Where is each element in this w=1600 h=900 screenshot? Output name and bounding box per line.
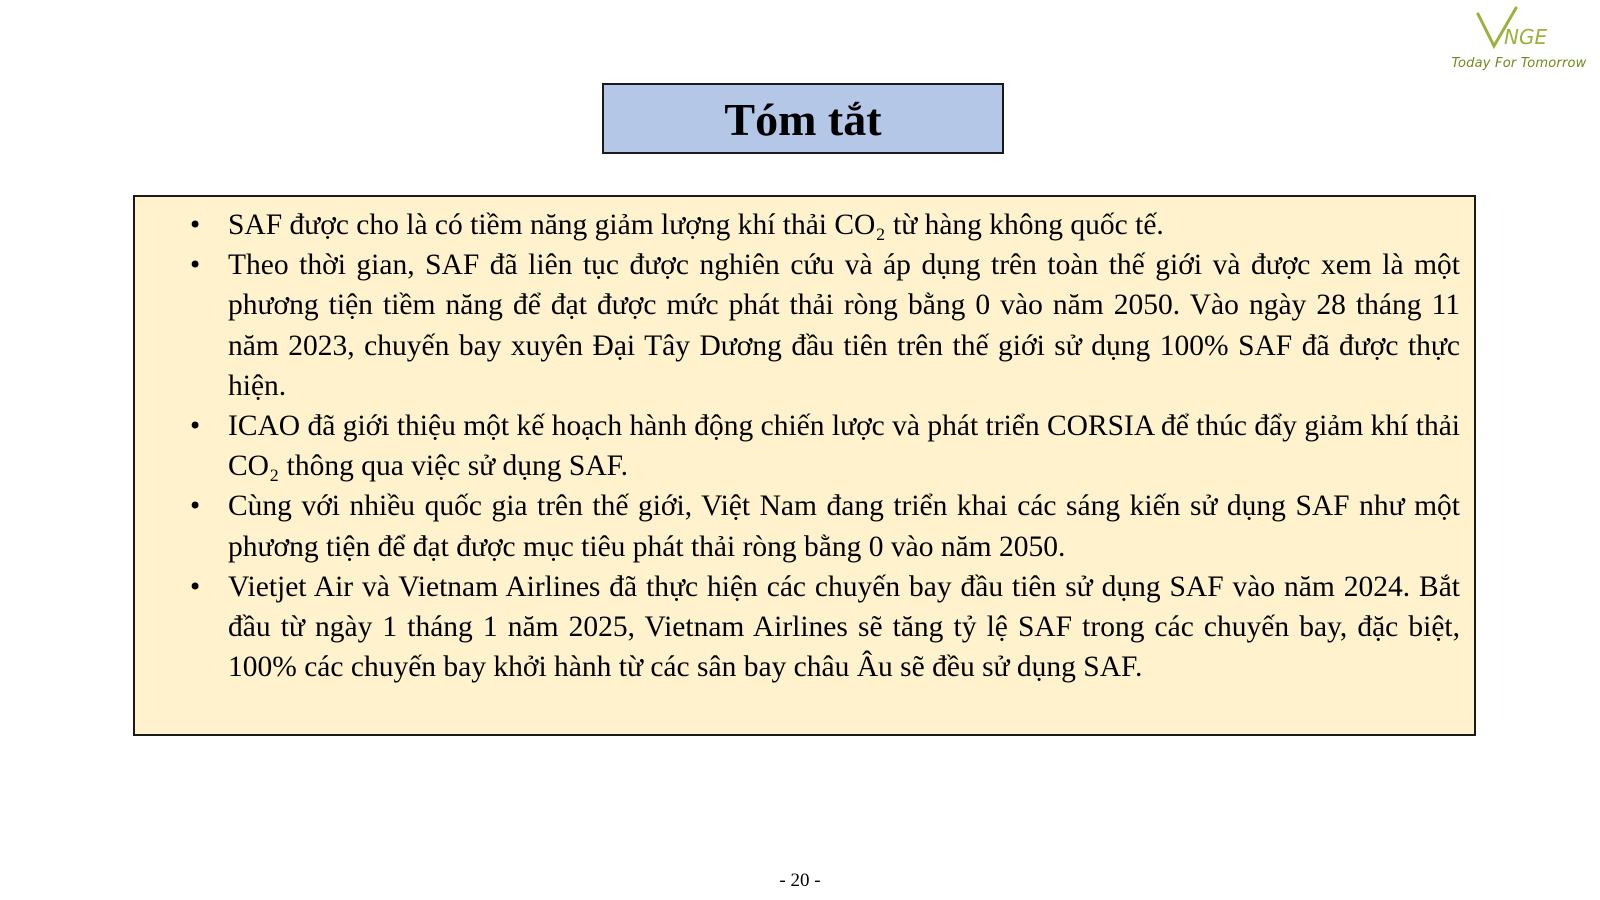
summary-item-text: SAF được cho là có tiềm năng giảm lượng khí thải CO₂ từ hàng không quốc tế. [228,209,1164,241]
page-number: - 20 - [779,870,821,891]
summary-box [133,195,1476,736]
company-logo [1444,4,1594,76]
summary-item-4 [188,486,1460,566]
summary-item-2 [188,245,1460,406]
title-box [602,83,1004,154]
vnge-logo-icon [1464,4,1574,52]
summary-item-text: ICAO đã giới thiệu một kế hoạch hành động chiến lược và phát triển CORSIA để thúc đẩy giảm khí thải CO₂ thông qua việc sử dụng SAF. [228,410,1460,483]
summary-list [135,197,1474,687]
summary-item-5 [188,567,1460,688]
logo-brand-text: NGE [1504,25,1548,49]
summary-item-3 [188,406,1460,486]
page-title: Tóm tắt [724,93,882,145]
summary-item-text: Cùng với nhiều quốc gia trên thế giới, Việt Nam đang triển khai các sáng kiến sử dụng SAF như một phương tiện để đạt được mục tiêu phát thải ròng bằng 0 vào năm 2050. [228,490,1460,563]
bullet-icon: • [188,492,203,521]
bullet-icon: • [188,211,203,239]
summary-item-text: Vietjet Air và Vietnam Airlines đã thực hiện các chuyến bay đầu tiên sử dụng SAF vào năm 2024. Bắt đầu từ ngày 1 tháng 1 năm 2025, Vietnam Airlines sẽ tăng tỷ lệ SAF trong các chuyến bay, đặc biệt, 100% các chuyến bay khởi hành từ các sân bay châu Âu sẽ đều sử dụng SAF. [228,570,1460,684]
bullet-icon: • [188,412,203,441]
logo-tagline: Today For Tomorrow [1451,56,1587,71]
bullet-icon: • [188,572,203,601]
bullet-icon: • [188,251,203,280]
summary-item-text: Theo thời gian, SAF đã liên tục được nghiên cứu và áp dụng trên toàn thế giới và được xem là một phương tiện tiềm năng để đạt được mức phát thải ròng bằng 0 vào năm 2050. Vào ngày 28 tháng 11 năm 2023, chuyến bay xuyên Đại Tây Dương đầu tiên trên thế giới sử dụng 100% SAF đã được thực hiện. [228,249,1460,402]
summary-item-1 [188,205,1460,245]
